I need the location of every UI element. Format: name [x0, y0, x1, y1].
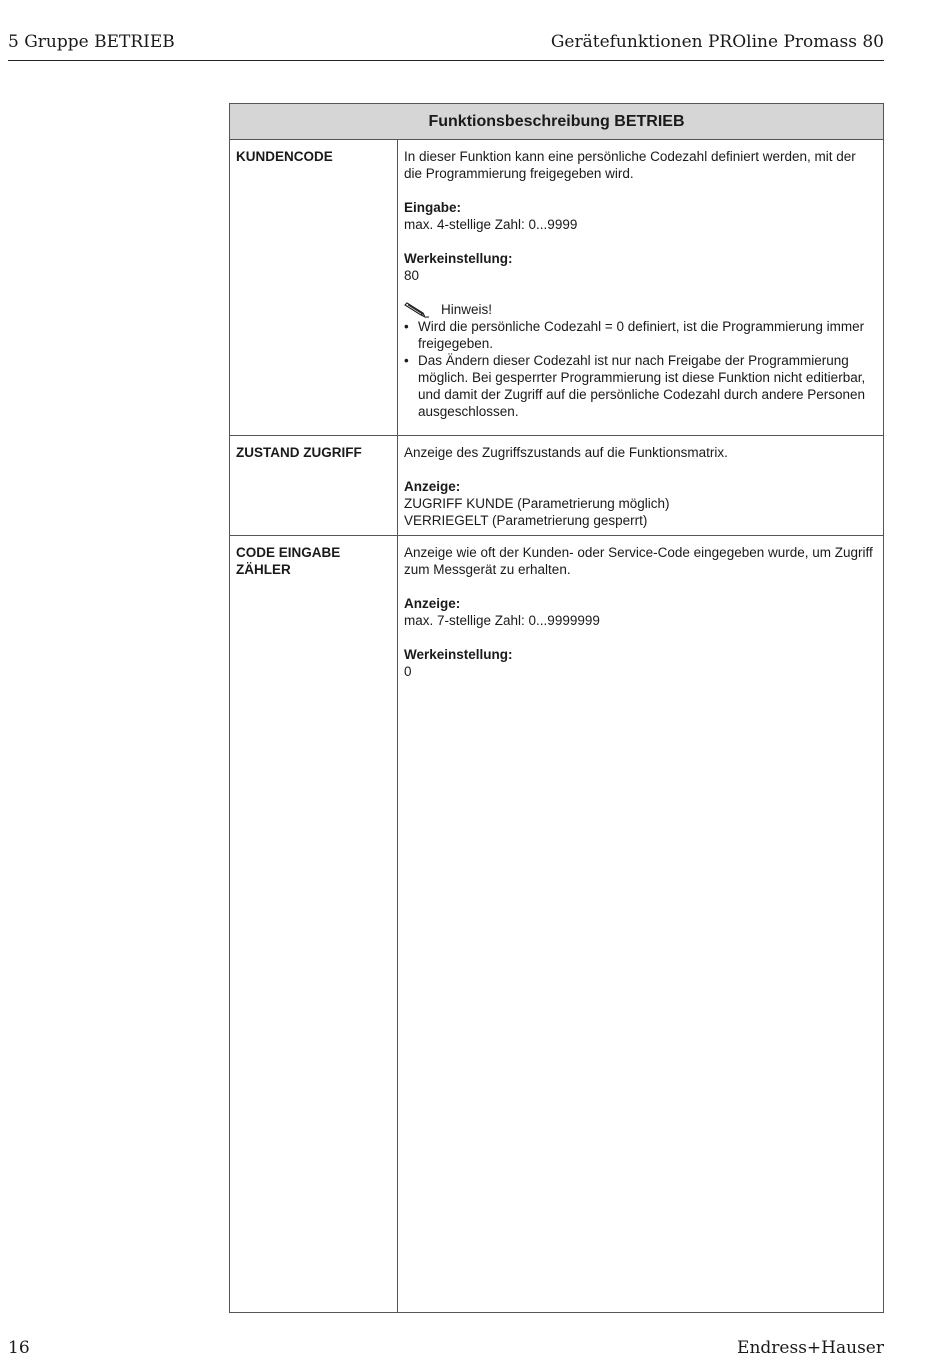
function-name: ZUSTAND ZUGRIFF [236, 445, 362, 460]
description-intro: In dieser Funktion kann eine persönliche Codezahl definiert werden, mit der die Programmierung freigegeben wird. [404, 149, 856, 181]
display-value: max. 7-stellige Zahl: 0...9999999 [404, 613, 600, 628]
hint-block [404, 301, 877, 318]
default-value: 0 [404, 664, 412, 679]
function-description [404, 436, 883, 529]
display-value: ZUGRIFF KUNDE (Parametrierung möglich) [404, 496, 670, 511]
input-label: Eingabe: [404, 200, 462, 215]
function-name: CODE EINGABE ZÄHLER [236, 545, 341, 577]
display-value: VERRIEGELT (Parametrierung gesperrt) [404, 513, 648, 528]
display-label: Anzeige: [404, 479, 461, 494]
function-description [404, 140, 883, 420]
description-intro: Anzeige wie oft der Kunden- oder Service-Code eingegeben wurde, um Zugriff zum Messgerät zu erhalten. [404, 545, 873, 577]
pencil-icon [404, 301, 430, 318]
input-value: max. 4-stellige Zahl: 0...9999 [404, 217, 578, 232]
default-value: 80 [404, 268, 420, 283]
function-description-table [229, 103, 884, 1313]
description-intro: Anzeige des Zugriffszustands auf die Funktionsmatrix. [404, 445, 728, 460]
hint-list [404, 318, 877, 420]
function-description [404, 536, 883, 680]
hint-label: Hinweis! [441, 302, 493, 317]
table-title: Funktionsbeschreibung BETRIEB [230, 104, 883, 140]
function-name: KUNDENCODE [236, 149, 333, 164]
default-label: Werkeinstellung: [404, 647, 513, 662]
display-label: Anzeige: [404, 596, 461, 611]
page-number: 16 [8, 1338, 30, 1358]
table-row-zustand-zugriff [230, 436, 883, 536]
table-row-kundencode [230, 140, 883, 436]
list-item: • Das Ändern dieser Codezahl ist nur nach Freigabe der Programmierung möglich. Bei gesperrter Programmierung ist diese Funktion nicht editierbar, und damit der Zugriff auf die persönliche Codezahl durch andere Personen ausgeschlossen. [404, 352, 877, 420]
brand-logo-text: Endress+Hauser [737, 1338, 884, 1358]
section-title: 5 Gruppe BETRIEB [8, 32, 175, 52]
page-footer [8, 1338, 884, 1360]
page-header [8, 32, 884, 61]
table-row-code-eingabe-zaehler [230, 536, 883, 680]
list-item: • Wird die persönliche Codezahl = 0 definiert, ist die Programmierung immer freigegeben. [404, 318, 877, 352]
document-title: Gerätefunktionen PROline Promass 80 [550, 32, 884, 52]
default-label: Werkeinstellung: [404, 251, 513, 266]
